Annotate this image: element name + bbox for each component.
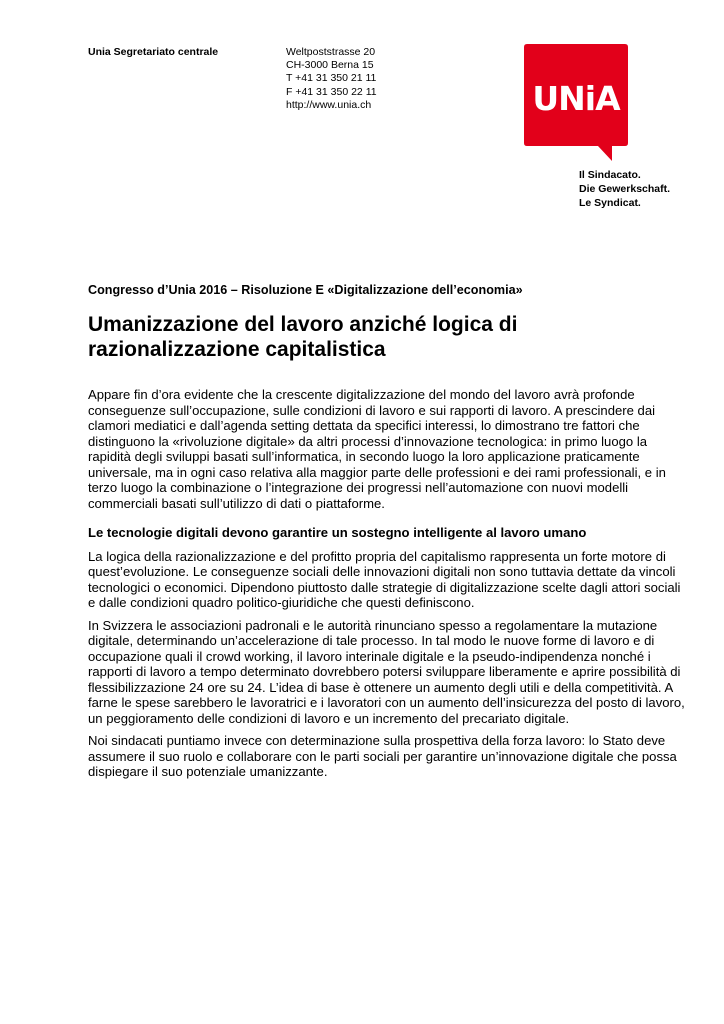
unia-logo (524, 44, 628, 162)
section-heading: Le tecnologie digitali devono garantire un sostegno intelligente al lavoro umano (88, 525, 587, 540)
address-website: http://www.unia.ch (286, 98, 372, 111)
document-title: Umanizzazione del lavoro anziché logica di razionalizzazione capitalistica (88, 313, 518, 361)
body-paragraph: La logica della razionalizzazione e del profitto propria del capitalismo rappresenta un forte motore di quest’evoluzione. Le conseguenze sociali delle innovazioni digitali non sono tuttavia dettate da vincoli tecnologici o economici. Dipendono piuttosto dalle strategie di digitalizzazione scelte dagli attori sociali e dalle condizioni quadro politico-giuridiche che questi definiscono. (88, 548, 681, 610)
tagline (579, 168, 670, 210)
address-street: Weltpoststrasse 20 (286, 46, 376, 58)
document-body (88, 387, 688, 787)
body-paragraph: Noi sindacati puntiamo invece con determinazione sulla prospettiva della forza lavoro: lo Stato deve assumere il suo ruolo e collaborare con le parti sociali per garantire un’innovazione digitale che possa dispiegare il suo potenziale umanizzante. (88, 733, 677, 779)
address-city: CH-3000 Berna 15 (286, 59, 374, 72)
intro-paragraph: Appare fin d’ora evidente che la crescente digitalizzazione del mondo del lavoro avrà profonde conseguenze sull’occupazione, sulle condizioni di lavoro e sui rapporti di lavoro. A prescindere dai clamori mediatici e dall’agenda setting dettata da specifici interessi, lo dimostrano tre fattori che distinguono la «rivoluzione digitale» da altri processi d’innovazione tecnologica: in primo luogo la rapidità degli sviluppi basati sull’informatica, in secondo luogo la loro applicazione praticamente universale, ma in ogni caso relativa alla maggior parte delle professioni e dei rami professionali, e in terzo luogo la combinazione o l’integrazione dei progressi nell’automazione con nuovi modelli commerciali basati sull’utilizzo di dati o piattaforme. (88, 387, 666, 511)
body-paragraph: In Svizzera le associazioni padronali e le autorità rinunciano spesso a regolamentare la mutazione digitale, determinando un’accelerazione di tale processo. In tal modo le nuove forme di lavoro e di occupazione quali il crowd working, il lavoro interinale digitale e la pseudo-indipendenza nonché i rapporti di lavoro a tempo determinato dovrebbero potersi sviluppare liberamente e aprire possibilità di flessibilizzazione 24 ore su 24. L’idea di base è ottenere un aumento degli utili e della competitività. A farne le spese sarebbero le lavoratrici e i lavoratori con un aumento dell’insicurezza del posto di lavoro, un peggioramento delle condizioni di lavoro e un incremento del precariato digitale. (88, 617, 685, 726)
tagline-italian: Il Sindacato. (579, 169, 641, 181)
address-block (286, 46, 377, 112)
address-phone: T +41 31 350 21 11 (286, 72, 377, 85)
address-fax: F +41 31 350 22 11 (286, 85, 377, 98)
tagline-french: Le Syndicat. (579, 197, 641, 209)
tagline-german: Die Gewerkschaft. (579, 183, 671, 195)
logo-text: UNiA (532, 79, 620, 118)
organization-name: Unia Segretariato centrale (88, 46, 219, 58)
document-kicker: Congresso d’Unia 2016 – Risoluzione E «Digitalizzazione dell’economia» (88, 283, 523, 297)
